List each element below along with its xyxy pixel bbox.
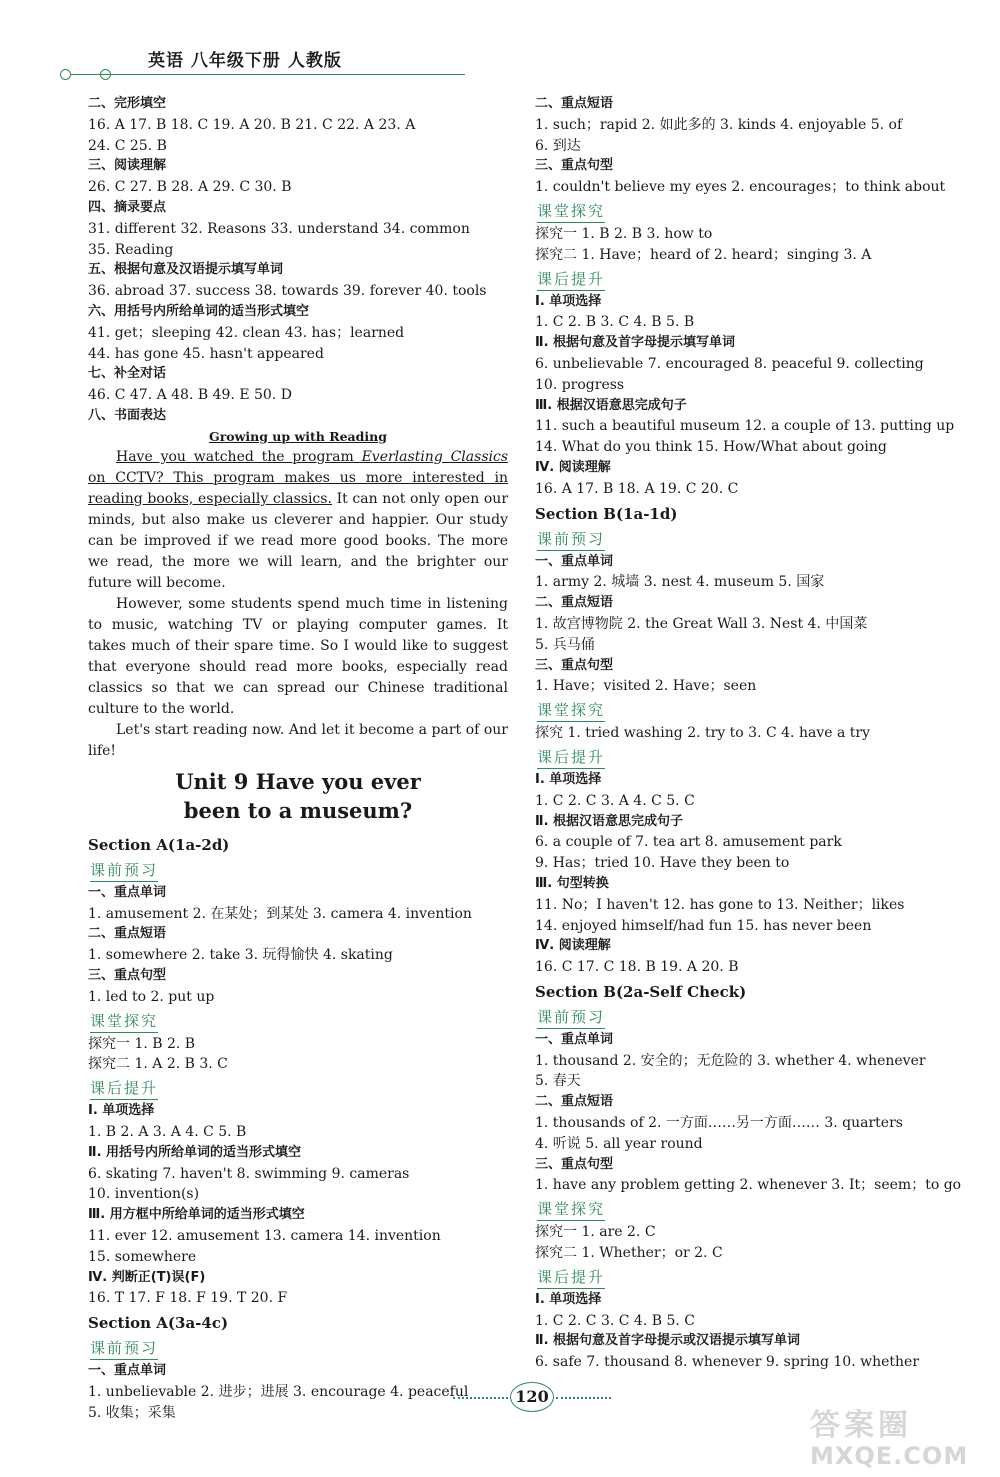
watermark-logo-text: 答案圈 [810, 1408, 912, 1443]
section-heading: 一、重点单词 [535, 553, 614, 569]
answer-line: 44. has gone 45. hasn't appeared [88, 345, 324, 362]
answer-line: 6. unbelievable 7. encouraged 8. peaceful 9. collecting [535, 355, 924, 372]
answer-line: 1. amusement 2. 在某处；到某处 3. camera 4. invention [88, 905, 472, 922]
dots-divider [556, 1397, 611, 1399]
answer-line: 1. unbelievable 2. 进步；进展 3. encourage 4. peaceful [88, 1383, 469, 1400]
essay-paragraph: Have you watched the program Everlasting Classics on CCTV? This program makes us more interested in reading books, especially classics. It can not only open our minds, but also make us cleverer and happier. Our study can be improved if we read more good books. The more we read, the more we will learn, and the brighter our future will become. [88, 448, 509, 591]
section-tag: 课前预习 [90, 1337, 158, 1360]
section-heading: Ⅳ. 阅读理解 [535, 459, 611, 475]
section-tag: 课堂探究 [537, 699, 605, 722]
section-tag: 课后提升 [537, 746, 605, 769]
section-title: Section A(1a-2d) [88, 835, 230, 854]
section-tag: 课堂探究 [537, 200, 605, 223]
section-heading: 二、完形填空 [88, 96, 167, 111]
answer-line: 1. have any problem getting 2. whenever 3. It；seem；to go [535, 1177, 962, 1194]
answers-list [535, 94, 962, 1373]
answer-line: 11. No；I haven't 12. has gone to 13. Neither；likes [535, 896, 905, 913]
answer-line: 5. 收集；采集 [88, 1404, 176, 1421]
answer-line: 16. C 17. C 18. B 19. A 20. B [535, 959, 739, 976]
essay-paragraph: However, some students spend much time in listening to music, watching TV or playing computer games. It takes much of their spare time. So I would like to suggest that everyone should read more books, especially read classics so that we can spread our Chinese traditional culture to the world. [88, 595, 508, 717]
section-heading: 一、重点单词 [88, 1363, 167, 1379]
section-heading: Ⅰ. 单项选择 [535, 1291, 602, 1307]
section-heading: 二、重点短语 [535, 1094, 614, 1110]
watermark-logo [810, 1400, 980, 1470]
answer-line: 6. safe 7. thousand 8. whenever 9. spring 10. whether [535, 1354, 920, 1371]
section-heading: 四、摘录要点 [88, 199, 167, 215]
answer-line: 36. abroad 37. success 38. towards 39. forever 40. tools [88, 283, 487, 300]
answer-line: 11. such a beautiful museum 12. a couple of 13. putting up [535, 418, 955, 435]
section-heading: 一、重点单词 [535, 1031, 614, 1047]
section-heading: Ⅲ. 句型转换 [535, 875, 609, 891]
answer-line: 1. C 2. B 3. C 4. B 5. B [535, 314, 695, 331]
answer-line: 11. ever 12. amusement 13. camera 14. invention [88, 1227, 441, 1244]
section-heading: 二、重点短语 [535, 96, 614, 111]
answer-line: 探究一 1. B 2. B 3. how to [535, 225, 713, 242]
section-tag: 课后提升 [90, 1077, 158, 1100]
answer-line: 探究一 1. B 2. B [88, 1035, 196, 1052]
essay-title: Growing up with Reading [209, 428, 387, 444]
section-tag: 课堂探究 [90, 1010, 158, 1033]
section-heading: 八、书面表达 [88, 407, 167, 423]
answer-line: 6. 到达 [535, 137, 581, 154]
answer-line: 15. somewhere [88, 1248, 197, 1265]
section-heading: Ⅰ. 单项选择 [535, 771, 602, 787]
answer-line: 10. invention(s) [88, 1186, 200, 1203]
section-heading: Ⅰ. 单项选择 [535, 293, 602, 309]
answer-line: 1. C 2. C 3. C 4. B 5. C [535, 1312, 695, 1329]
section-heading: 三、阅读理解 [88, 158, 167, 174]
answer-line: 6. a couple of 7. tea art 8. amusement park [535, 834, 842, 851]
section-heading: 三、重点句型 [535, 657, 614, 673]
answer-line: 26. C 27. B 28. A 29. C 30. B [88, 179, 292, 196]
watermark-logo-url: MXQE.COM [810, 1442, 969, 1470]
answer-line: 1. such；rapid 2. 如此多的 3. kinds 4. enjoyable 5. of [535, 116, 903, 133]
section-heading: Ⅱ. 根据句意及首字母提示填写单词 [535, 335, 736, 351]
section-heading: Ⅲ. 根据汉语意思完成句子 [535, 397, 687, 413]
answer-line: 1. 故宫博物院 2. the Great Wall 3. Nest 4. 中国菜 [535, 615, 868, 632]
answers-list [88, 833, 508, 1424]
answer-line: 1. army 2. 城墙 3. nest 4. museum 5. 国家 [535, 574, 825, 591]
section-tag: 课前预习 [537, 1006, 605, 1029]
answer-line: 16. A 17. B 18. A 19. C 20. C [535, 480, 739, 497]
left-column [88, 94, 508, 1423]
section-heading: 三、重点句型 [535, 1156, 614, 1172]
answer-line: 5. 兵马俑 [535, 636, 595, 653]
answer-line: 5. 春天 [535, 1073, 581, 1090]
answer-line: 4. 听说 5. all year round [535, 1135, 703, 1152]
page-title: 英语 八年级下册 人教版 [148, 51, 342, 71]
section-title: Section B(1a-1d) [535, 504, 678, 523]
section-heading: Ⅱ. 根据汉语意思完成句子 [535, 813, 684, 829]
answer-line: 1. couldn't believe my eyes 2. encourages；to think about [535, 179, 946, 196]
section-heading: 五、根据句意及汉语提示填写单词 [88, 262, 284, 278]
section-title: Section A(3a-4c) [88, 1314, 229, 1333]
answer-line: 24. C 25. B [88, 137, 167, 154]
essay [88, 427, 508, 762]
answer-line: 1. B 2. A 3. A 4. C 5. B [88, 1123, 247, 1140]
answer-line: 16. T 17. F 18. F 19. T 20. F [88, 1290, 288, 1307]
essay-paragraph: Let's start reading now. And let it become a part of our life! [88, 721, 508, 759]
answer-line: 1. thousand 2. 安全的；无危险的 3. whether 4. whenever [535, 1052, 926, 1069]
unit-heading: Unit 9 Have you ever been to a museum? [175, 768, 421, 823]
section-heading: Ⅱ. 用括号内所给单词的适当形式填空 [88, 1144, 302, 1160]
answer-line: 1. Have；visited 2. Have；seen [535, 678, 757, 695]
answer-line: 14. enjoyed himself/had fun 15. has never been [535, 917, 872, 934]
answer-line: 探究二 1. A 2. B 3. C [88, 1056, 228, 1073]
answer-line: 探究 1. tried washing 2. try to 3. C 4. have a try [535, 725, 870, 742]
right-column [535, 94, 962, 1373]
answer-line: 9. Has；tried 10. Have they been to [535, 855, 790, 872]
answer-line: 探究二 1. Have；heard of 2. heard；singing 3. A [535, 246, 872, 263]
section-tag: 课堂探究 [537, 1198, 605, 1221]
answer-line: 1. C 2. C 3. A 4. C 5. C [535, 792, 695, 809]
section-heading: 六、用括号内所给单词的适当形式填空 [88, 303, 310, 319]
section-heading: 七、补全对话 [88, 366, 167, 382]
page-number [453, 1382, 611, 1412]
answer-line: 1. led to 2. put up [88, 988, 215, 1005]
header-rule [70, 74, 465, 75]
answer-line: 1. somewhere 2. take 3. 玩得愉快 4. skating [88, 947, 393, 964]
answer-line: 41. get；sleeping 42. clean 43. has；learned [88, 324, 405, 341]
section-heading: Ⅳ. 判断正(T)误(F) [88, 1269, 206, 1285]
section-heading: 二、重点短语 [535, 595, 614, 611]
answer-line: 探究一 1. are 2. C [535, 1224, 656, 1241]
section-heading: Ⅰ. 单项选择 [88, 1103, 155, 1119]
page-number-badge: 120 [510, 1382, 554, 1412]
dots-divider [453, 1397, 508, 1399]
section-heading: 二、重点短语 [88, 926, 167, 942]
section-heading: 一、重点单词 [88, 884, 167, 900]
section-heading: Ⅲ. 用方框中所给单词的适当形式填空 [88, 1207, 305, 1223]
page-header [60, 44, 465, 84]
section-tag: 课后提升 [537, 268, 605, 291]
section-title: Section B(2a-Self Check) [535, 982, 747, 1001]
answer-line: 10. progress [535, 376, 625, 393]
answer-line: 16. A 17. B 18. C 19. A 20. B 21. C 22. A 23. A [88, 116, 416, 133]
answer-line: 探究二 1. Whether；or 2. C [535, 1245, 723, 1262]
answer-line: 14. What do you think 15. How/What about going [535, 439, 887, 456]
answer-line: 31. different 32. Reasons 33. understand 34. common [88, 220, 470, 237]
section-heading: Ⅱ. 根据句意及首字母提示或汉语提示填写单词 [535, 1333, 801, 1349]
section-heading: 三、重点句型 [535, 158, 614, 174]
answer-line: 46. C 47. A 48. B 49. E 50. D [88, 387, 292, 404]
section-tag: 课前预习 [537, 528, 605, 551]
answer-line: 1. thousands of 2. 一方面……另一方面…… 3. quarters [535, 1115, 903, 1132]
answers-list [88, 94, 508, 427]
section-heading: 三、重点句型 [88, 967, 167, 983]
answer-line: 6. skating 7. haven't 8. swimming 9. cameras [88, 1165, 410, 1182]
section-tag: 课前预习 [90, 859, 158, 882]
section-heading: Ⅳ. 阅读理解 [535, 938, 611, 954]
section-tag: 课后提升 [537, 1266, 605, 1289]
answer-line: 35. Reading [88, 241, 174, 258]
